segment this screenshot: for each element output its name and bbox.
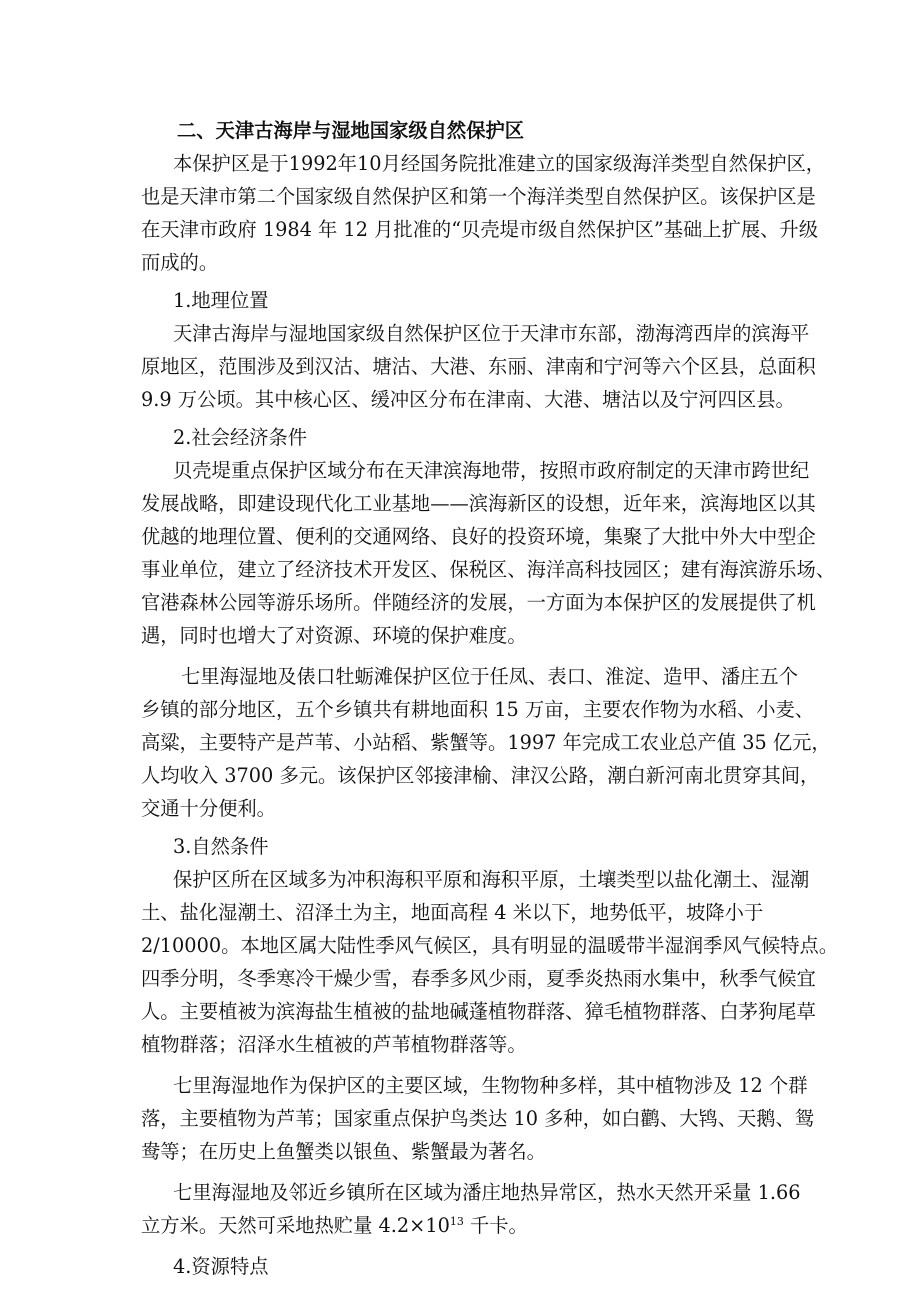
paragraph-line: 人。主要植被为滨海盐生植被的盐地碱蓬植物群落、獐毛植物群落、白茅狗尾草 bbox=[141, 1000, 816, 1023]
text-segment: 千卡。 bbox=[463, 1214, 528, 1237]
subsection-title: 1.地理位置 bbox=[173, 289, 269, 312]
document-body bbox=[141, 114, 839, 1283]
section-heading: 二、天津古海岸与湿地国家级自然保护区 bbox=[177, 119, 525, 142]
paragraph-line: 四季分明，冬季寒冷干燥少雪，春季多风少雨，夏季炎热雨水集中，秋季气候宜 bbox=[141, 967, 816, 990]
paragraph-line: 乡镇的部分地区，五个乡镇共有耕地面积 15 万亩，主要农作物为水稻、小麦、 bbox=[141, 698, 815, 721]
paragraph-line: 优越的地理位置、便利的交通网络、良好的投资环境，集聚了大批中外大中型企 bbox=[141, 525, 816, 548]
paragraph-line: 鸯等；在历史上鱼蟹类以银鱼、紫蟹最为著名。 bbox=[141, 1140, 546, 1163]
subsection-title: 2.社会经济条件 bbox=[173, 426, 308, 449]
paragraph-line: 而成的。 bbox=[141, 251, 219, 274]
paragraph-line: 也是天津市第二个国家级自然保护区和第一个海洋类型自然保护区。该保护区是 bbox=[141, 185, 816, 208]
subsection-title: 4.资源特点 bbox=[173, 1255, 269, 1278]
paragraph-line: 七里海湿地及俵口牡蛎滩保护区位于任凤、表口、淮淀、造甲、潘庄五个 bbox=[181, 665, 798, 688]
subsection-title: 3.自然条件 bbox=[173, 835, 269, 858]
paragraph-line: 天津古海岸与湿地国家级自然保护区位于天津市东部，渤海湾西岸的滨海平 bbox=[173, 322, 810, 345]
paragraph-line-with-superscript bbox=[141, 1209, 799, 1242]
paragraph-line: 七里海湿地及邻近乡镇所在区域为潘庄地热异常区，热水天然开采量 1.66 bbox=[173, 1181, 801, 1204]
paragraph-line: 2/10000。本地区属大陆性季风气候区，具有明显的温暖带半湿润季风气候特点。 bbox=[141, 934, 839, 957]
paragraph-line: 高粱，主要特产是芦苇、小站稻、紫蟹等。1997 年完成工农业总产值 35 亿元， bbox=[141, 731, 831, 754]
paragraph-line: 遇，同时也增大了对资源、环境的保护难度。 bbox=[141, 624, 527, 647]
paragraph-line: 七里海湿地作为保护区的主要区域，生物物种多样，其中植物涉及 12 个群 bbox=[173, 1074, 808, 1097]
paragraph-line: 植物群落；沼泽水生植被的芦苇植物群落等。 bbox=[141, 1033, 527, 1056]
paragraph-line: 土、盐化湿潮土、沼泽土为主，地面高程 4 米以下，地势低平，坡降小于 bbox=[141, 901, 764, 924]
paragraph-line: 在天津市政府 1984 年 12 月批准的“贝壳堤市级自然保护区”基础上扩展、升级 bbox=[141, 218, 818, 241]
paragraph-line: 保护区所在区域多为冲积海积平原和海积平原，土壤类型以盐化潮土、湿潮 bbox=[173, 868, 810, 891]
paragraph-line: 人均收入 3700 多元。该保护区邻接津榆、津汉公路，潮白新河南北贯穿其间， bbox=[141, 764, 820, 787]
superscript-exponent: 13 bbox=[449, 1215, 464, 1228]
paragraph-line: 发展战略，即建设现代化工业基地——滨海新区的设想，近年来，滨海地区以其 bbox=[141, 492, 816, 515]
paragraph-line: 9.9 万公顷。其中核心区、缓冲区分布在津南、大港、塘沽以及宁河四区县。 bbox=[141, 388, 795, 411]
paragraph-line: 原地区，范围涉及到汉沽、塘沽、大港、东丽、津南和宁河等六个区县，总面积 bbox=[141, 355, 816, 378]
paragraph-line: 本保护区是于1992年10月经国务院批准建立的国家级海洋类型自然保护区， bbox=[173, 152, 826, 175]
paragraph-line: 交通十分便利。 bbox=[141, 797, 276, 820]
paragraph-line: 贝壳堤重点保护区域分布在天津滨海地带，按照市政府制定的天津市跨世纪 bbox=[173, 459, 810, 482]
paragraph-line: 事业单位，建立了经济技术开发区、保税区、海洋高科技园区；建有海滨游乐场、 bbox=[141, 558, 836, 581]
paragraph-line: 官港森林公园等游乐场所。伴随经济的发展，一方面为本保护区的发展提供了机 bbox=[141, 591, 816, 614]
text-segment: 立方米。天然可采地热贮量 4.2×10 bbox=[141, 1214, 450, 1237]
paragraph-line: 落，主要植物为芦苇；国家重点保护鸟类达 10 多种，如白鹳、大鸨、天鹅、鸳 bbox=[141, 1107, 815, 1130]
